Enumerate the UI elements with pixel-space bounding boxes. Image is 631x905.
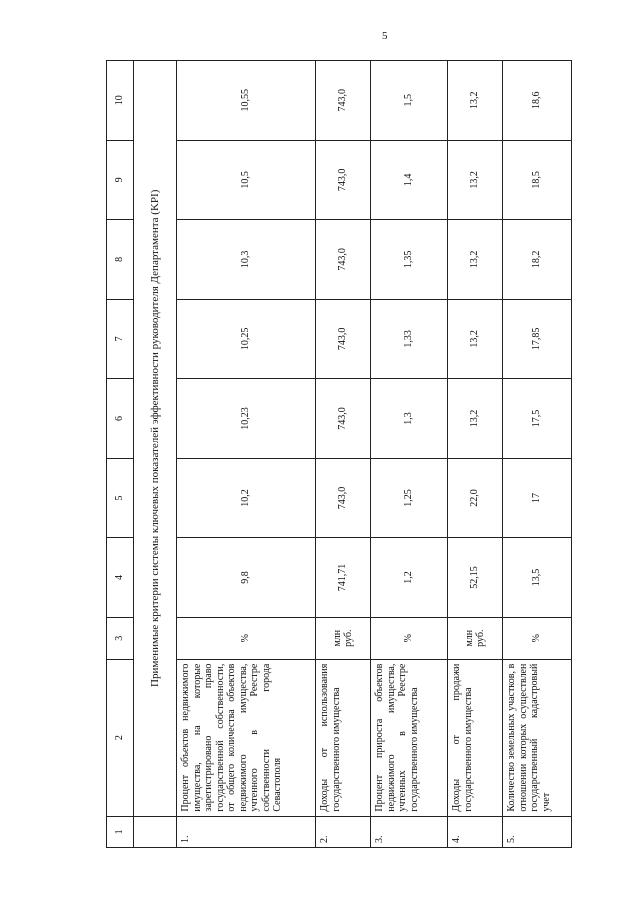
column-header: 10: [107, 61, 134, 141]
value-cell: 10,55: [177, 61, 316, 141]
value-cell: 1,35: [371, 220, 448, 300]
unit-cell: [448, 617, 503, 659]
table-row: [316, 61, 371, 848]
column-header: 2: [107, 659, 134, 816]
value-cell: 18,6: [503, 61, 572, 141]
unit-label: млн руб.: [463, 629, 486, 647]
value-cell: 743,0: [316, 379, 371, 459]
empty-cell: [134, 816, 177, 847]
indicator-name: Количество земельных участков, в отношении которых осуществлен государственный кадастровый учет: [503, 659, 572, 816]
value-cell: 17: [503, 458, 572, 538]
column-header: 6: [107, 379, 134, 459]
indicator-name: Процент прироста объектов недвижимого имущества, учтенных в Реестре государственного имущества: [371, 659, 448, 816]
value-cell: 1,2: [371, 538, 448, 618]
row-number: 4.: [448, 816, 503, 847]
indicator-name: Процент объектов недвижимого имущества, на которые зарегистрировано право государственной собственности, от общего количества объектов недвижимого имущества, учтенного в Реестре собственности города Севастополя: [177, 659, 316, 816]
table-row: [503, 61, 572, 848]
row-number: 5.: [503, 816, 572, 847]
row-number: 3.: [371, 816, 448, 847]
unit-cell: [371, 617, 448, 659]
kpi-table-wrapper: [106, 60, 552, 848]
value-cell: 743,0: [316, 458, 371, 538]
column-header: 7: [107, 299, 134, 379]
unit-label: млн руб.: [331, 629, 354, 647]
value-cell: 17,5: [503, 379, 572, 459]
section-title-row: [134, 61, 177, 848]
section-title: Применимые критерии системы ключевых показателей эффективности руководителя Департамента (KPI): [134, 61, 177, 817]
unit-label: %: [240, 634, 252, 643]
row-number: 1.: [177, 816, 316, 847]
value-cell: 13,2: [448, 379, 503, 459]
unit-label: %: [403, 634, 415, 643]
value-cell: 10,5: [177, 140, 316, 220]
unit-cell: [503, 617, 572, 659]
value-cell: 743,0: [316, 61, 371, 141]
row-number: 2.: [316, 816, 371, 847]
table-row: [371, 61, 448, 848]
value-cell: 13,2: [448, 299, 503, 379]
column-header: 3: [107, 617, 134, 659]
table-row: [448, 61, 503, 848]
value-cell: 743,0: [316, 220, 371, 300]
kpi-table: [106, 60, 572, 848]
value-cell: 18,2: [503, 220, 572, 300]
value-cell: 10,2: [177, 458, 316, 538]
value-cell: 10,23: [177, 379, 316, 459]
rotated-table-frame: [106, 60, 552, 848]
unit-cell: [316, 617, 371, 659]
value-cell: 743,0: [316, 140, 371, 220]
value-cell: 9,8: [177, 538, 316, 618]
column-header: 8: [107, 220, 134, 300]
value-cell: 741,71: [316, 538, 371, 618]
value-cell: 10,25: [177, 299, 316, 379]
page-number: 5: [382, 30, 388, 42]
column-header: 5: [107, 458, 134, 538]
value-cell: 743,0: [316, 299, 371, 379]
value-cell: 18,5: [503, 140, 572, 220]
value-cell: 1,3: [371, 379, 448, 459]
value-cell: 1,33: [371, 299, 448, 379]
value-cell: 13,2: [448, 220, 503, 300]
value-cell: 13,2: [448, 61, 503, 141]
value-cell: 13,2: [448, 140, 503, 220]
indicator-name: Доходы от использования государственного имущества: [316, 659, 371, 816]
value-cell: 10,3: [177, 220, 316, 300]
value-cell: 1,25: [371, 458, 448, 538]
value-cell: 22,0: [448, 458, 503, 538]
value-cell: 17,85: [503, 299, 572, 379]
value-cell: 52,15: [448, 538, 503, 618]
indicator-name: Доходы от продажи государственного имущества: [448, 659, 503, 816]
table-row: [177, 61, 316, 848]
column-number-row: [107, 61, 134, 848]
column-header: 4: [107, 538, 134, 618]
unit-cell: [177, 617, 316, 659]
value-cell: 13,5: [503, 538, 572, 618]
value-cell: 1,4: [371, 140, 448, 220]
column-header: 9: [107, 140, 134, 220]
unit-label: %: [531, 634, 543, 643]
value-cell: 1,5: [371, 61, 448, 141]
column-header: 1: [107, 816, 134, 847]
